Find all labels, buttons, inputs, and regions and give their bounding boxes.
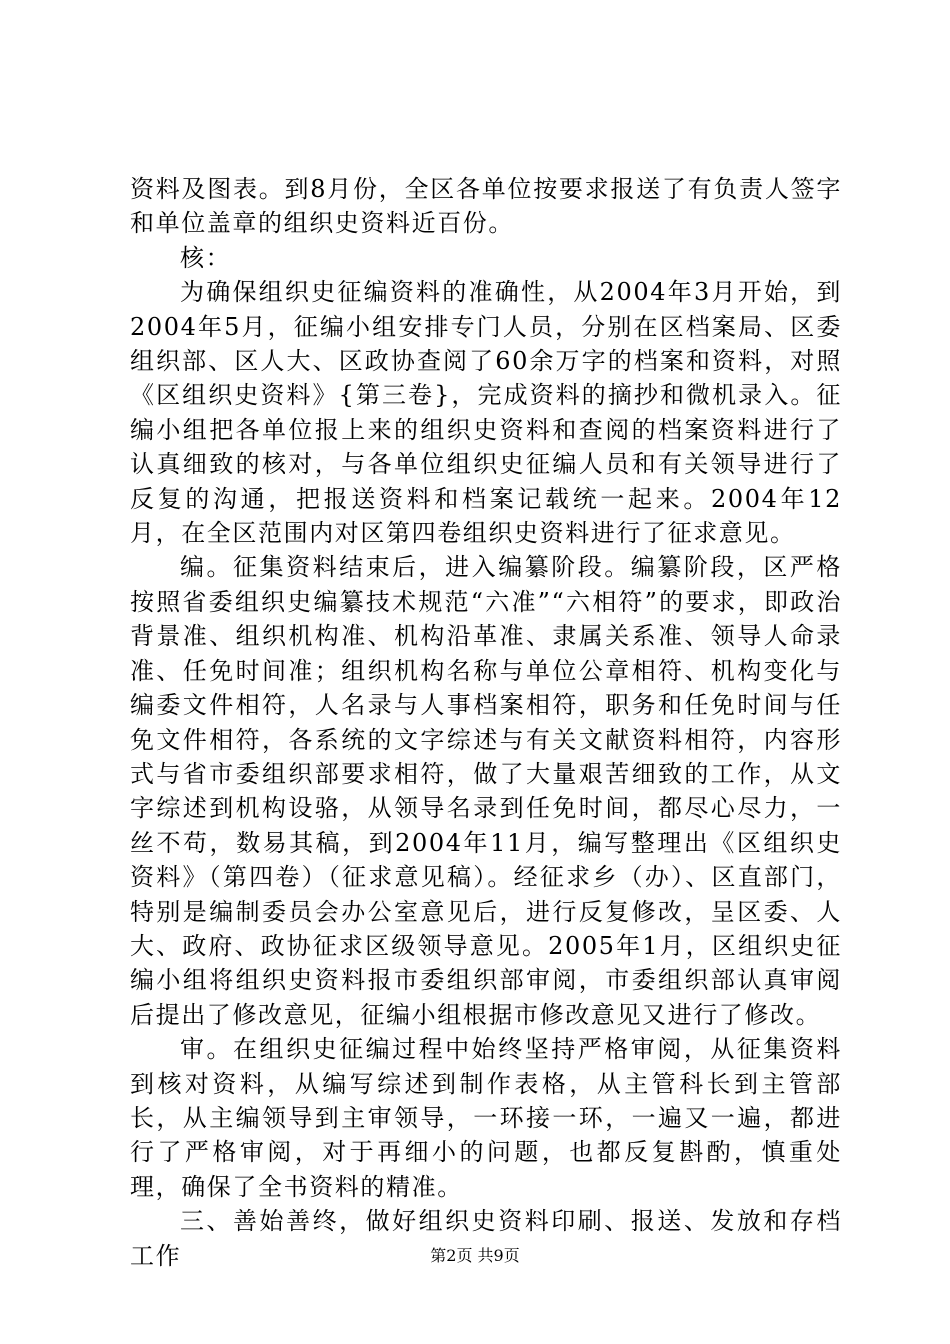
paragraph-continuation: 资料及图表。到8月份，全区各单位按要求报送了有负责人签字和单位盖章的组织史资料近百份。 — [130, 175, 842, 238]
paragraph-verify: 为确保组织史征编资料的准确性，从2004年3月开始，到2004年5月，征编小组安排专门人员，分别在区档案局、区委组织部、区人大、区政协查阅了60余万字的档案和资料，对照《区组织史资料》{第三卷}，完成资料的摘抄和微机录入。征编小组把各单位报上来的组织史资料和查阅的档案资料进行了认真细致的核对，与各单位组织史征编人员和有关领导进行了反复的沟通，把报送资料和档案记载统一起来。2004年12月，在全区范围内对区第四卷组织史资料进行了征求意见。 — [130, 278, 842, 548]
document-body — [130, 172, 842, 1273]
page-footer: 第2页 共9页 — [430, 1246, 520, 1265]
paragraph-compile: 编。征集资料结束后，进入编纂阶段。编纂阶段，区严格按照省委组织史编纂技术规范“六准”“六相符”的要求，即政治背景准、组织机构准、机构沿革准、隶属关系准、领导人命录准、任免时间准；组织机构名称与单位公章相符、机构变化与编委文件相符，人名录与人事档案相符，职务和任免时间与任免文件相符，各系统的文字综述与有关文献资料相符，内容形式与省市委组织部要求相符，做了大量艰苦细致的工作，从文字综述到机构设骆，从领导名录到任免时间，都尽心尽力，一丝不苟，数易其稿，到2004年11月，编写整理出《区组织史资料》（第四卷）（征求意见稿）。经征求乡（办）、区直部门，特别是编制委员会办公室意见后，进行反复修改，呈区委、人大、政府、政协征求区级领导意见。2005年1月，区组织史征编小组将组织史资料报市委组织部审阅，市委组织部认真审阅后提出了修改意见，征编小组根据市修改意见又进行了修改。 — [130, 553, 842, 1029]
paragraph-review: 审。在组织史征编过程中始终坚持严格审阅，从征集资料到核对资料，从编写综述到制作表格，从主管科长到主管部长，从主编领导到主审领导，一环接一环，一遍又一遍，都进行了严格审阅，对于再细小的问题，也都反复斟酌，慎重处理，确保了全书资料的精准。 — [130, 1035, 842, 1201]
paragraph-heading-verify: 核： — [180, 243, 232, 272]
section-heading-three: 三、善始善终，做好组织史资料印刷、报送、发放和存档工作 — [130, 1207, 842, 1270]
